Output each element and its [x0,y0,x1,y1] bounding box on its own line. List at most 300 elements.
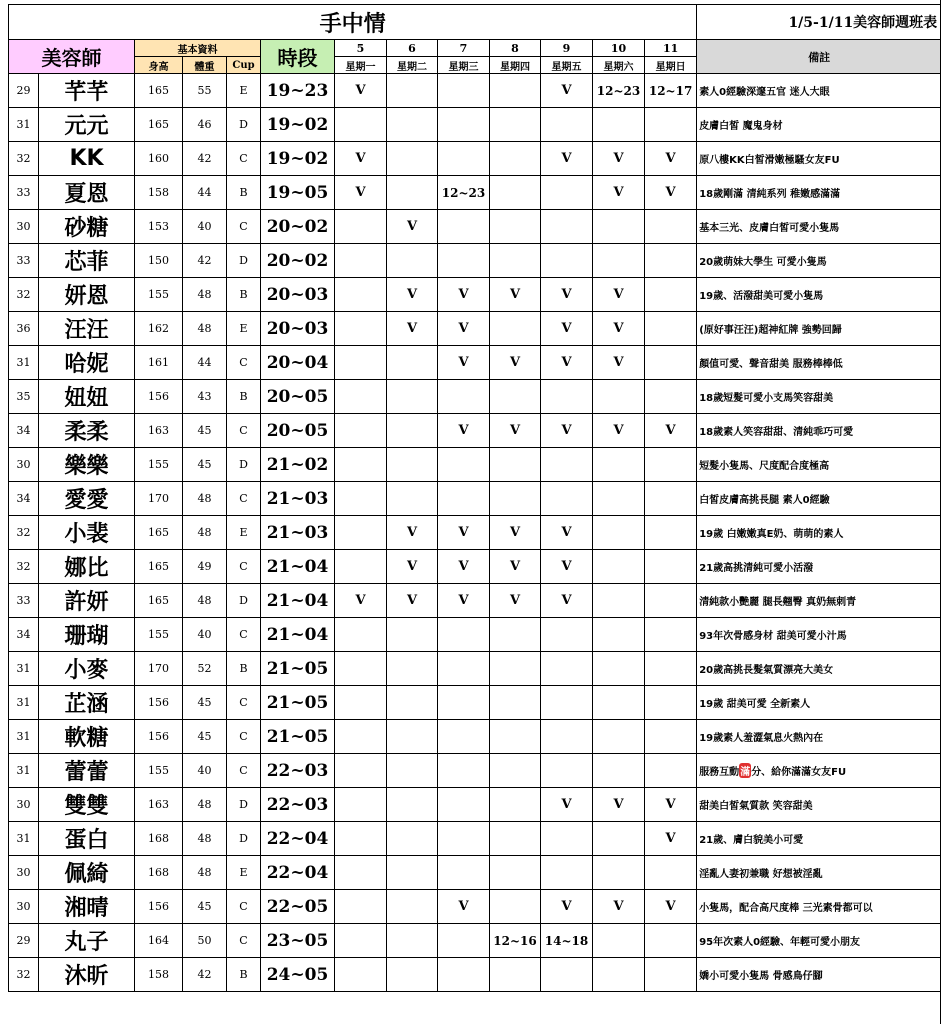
day-cell [490,754,541,788]
age-cell: 35 [9,380,39,414]
height-cell: 156 [135,890,183,924]
height-cell: 155 [135,448,183,482]
time-slot-cell: 21~05 [261,720,335,754]
day-cell: 12~23 [593,74,645,108]
cup-cell: B [227,380,261,414]
cup-cell: B [227,958,261,992]
weight-cell: 52 [183,652,227,686]
cup-cell: E [227,74,261,108]
day-cell [541,720,593,754]
note-cell: 18歲短髮可愛小支馬笑容甜美 [697,380,941,414]
day-cell [645,550,697,584]
day-cell [645,924,697,958]
table-row [9,346,941,380]
day-cell: V [541,312,593,346]
time-slot-cell: 19~02 [261,108,335,142]
day-cell [645,584,697,618]
time-slot-cell: 20~02 [261,210,335,244]
weight-cell: 40 [183,754,227,788]
header-height: 身高 [135,57,183,74]
table-row [9,244,941,278]
table-row [9,856,941,890]
age-cell: 33 [9,244,39,278]
time-slot-cell: 19~23 [261,74,335,108]
cup-cell: C [227,346,261,380]
day-cell [645,652,697,686]
day-cell [335,278,387,312]
day-cell [541,958,593,992]
day-cell [645,720,697,754]
note-cell: 19歲 白嫩嫩真E奶、萌萌的素人 [697,516,941,550]
note-cell: 19歲、活潑甜美可愛小隻馬 [697,278,941,312]
day-cell: 12~17 [645,74,697,108]
note-cell: 20歲高挑長髮氣質漂亮大美女 [697,652,941,686]
day-cell [438,380,490,414]
header-weekday: 星期五 [541,57,593,74]
day-cell [335,210,387,244]
day-cell: V [387,278,438,312]
day-cell [645,210,697,244]
weight-cell: 45 [183,890,227,924]
day-cell: V [335,74,387,108]
day-cell [645,278,697,312]
note-cell: 清純款小艷麗 腿長翹臀 真奶無刺青 [697,584,941,618]
beautician-name: 丸子 [39,924,135,958]
table-row [9,924,941,958]
day-cell [387,414,438,448]
note-cell: 顏值可愛、聲音甜美 服務棒棒低 [697,346,941,380]
beautician-name: 愛愛 [39,482,135,516]
day-cell [645,380,697,414]
day-cell [593,720,645,754]
time-slot-cell: 21~03 [261,516,335,550]
header-notes: 備註 [697,40,941,74]
day-cell [387,686,438,720]
header-slot: 時段 [261,40,335,74]
height-cell: 162 [135,312,183,346]
day-cell: V [593,278,645,312]
table-row [9,74,941,108]
day-cell [593,924,645,958]
note-cell: 93年次骨感身材 甜美可愛小汁馬 [697,618,941,652]
day-cell [335,108,387,142]
note-badge: 滿 [739,763,751,778]
day-cell [438,822,490,856]
day-cell: V [541,584,593,618]
beautician-name: 妍恩 [39,278,135,312]
beautician-name: 娜比 [39,550,135,584]
time-slot-cell: 22~03 [261,788,335,822]
day-cell [438,754,490,788]
day-cell [645,754,697,788]
day-cell: V [438,584,490,618]
time-slot-cell: 20~02 [261,244,335,278]
day-cell [335,346,387,380]
note-cell: (原好事汪汪)超神紅牌 強勢回歸 [697,312,941,346]
day-cell [645,686,697,720]
time-slot-cell: 20~03 [261,312,335,346]
day-cell: V [335,584,387,618]
day-cell [645,448,697,482]
age-cell: 32 [9,958,39,992]
height-cell: 155 [135,618,183,652]
day-cell [645,108,697,142]
day-cell [541,652,593,686]
day-cell [541,618,593,652]
day-cell [593,754,645,788]
age-cell: 31 [9,720,39,754]
cup-cell: C [227,482,261,516]
day-cell [387,720,438,754]
day-cell: V [438,516,490,550]
day-cell [490,448,541,482]
height-cell: 156 [135,720,183,754]
weight-cell: 49 [183,550,227,584]
day-cell [335,720,387,754]
time-slot-cell: 19~05 [261,176,335,210]
day-cell [335,754,387,788]
age-cell: 30 [9,890,39,924]
note-cell: 白皙皮膚高挑長腿 素人0經驗 [697,482,941,516]
cup-cell: D [227,788,261,822]
day-cell [387,448,438,482]
cup-cell: B [227,278,261,312]
beautician-name: 佩綺 [39,856,135,890]
day-cell [335,958,387,992]
weight-cell: 43 [183,380,227,414]
table-row [9,788,941,822]
day-cell [335,924,387,958]
beautician-name: 樂樂 [39,448,135,482]
beautician-name: 珊瑚 [39,618,135,652]
day-cell [438,448,490,482]
day-cell [541,448,593,482]
beautician-name: 蛋白 [39,822,135,856]
cup-cell: B [227,652,261,686]
header-weekday: 星期四 [490,57,541,74]
time-slot-cell: 22~05 [261,890,335,924]
height-cell: 153 [135,210,183,244]
day-cell [438,652,490,686]
day-cell [645,244,697,278]
day-cell: V [438,890,490,924]
day-cell [593,958,645,992]
day-cell [490,720,541,754]
header-day-date: 7 [438,40,490,57]
day-cell: V [645,176,697,210]
header-day-date: 11 [645,40,697,57]
weight-cell: 48 [183,482,227,516]
age-cell: 30 [9,788,39,822]
height-cell: 156 [135,686,183,720]
height-cell: 163 [135,788,183,822]
header-name: 美容師 [9,40,135,74]
weight-cell: 44 [183,176,227,210]
time-slot-cell: 20~05 [261,414,335,448]
day-cell [541,176,593,210]
day-cell [541,754,593,788]
height-cell: 155 [135,754,183,788]
day-cell [490,244,541,278]
height-cell: 150 [135,244,183,278]
day-cell [593,244,645,278]
height-cell: 168 [135,822,183,856]
day-cell: V [541,346,593,380]
day-cell [490,856,541,890]
time-slot-cell: 21~05 [261,652,335,686]
day-cell [490,822,541,856]
day-cell: V [593,414,645,448]
age-cell: 29 [9,924,39,958]
day-cell: V [335,142,387,176]
day-cell: V [541,414,593,448]
day-cell: V [490,550,541,584]
weight-cell: 48 [183,856,227,890]
time-slot-cell: 21~04 [261,550,335,584]
day-cell [438,924,490,958]
day-cell [490,108,541,142]
header-weekday: 星期日 [645,57,697,74]
note-cell: 20歲萌妹大學生 可愛小隻馬 [697,244,941,278]
day-cell [438,244,490,278]
beautician-name: 小麥 [39,652,135,686]
day-cell [387,822,438,856]
day-cell: V [387,584,438,618]
height-cell: 164 [135,924,183,958]
beautician-name: 雙雙 [39,788,135,822]
day-cell: V [438,346,490,380]
day-cell: V [593,346,645,380]
day-cell [335,312,387,346]
age-cell: 32 [9,550,39,584]
cup-cell: E [227,516,261,550]
cup-cell: B [227,176,261,210]
age-cell: 30 [9,448,39,482]
day-cell [490,482,541,516]
cup-cell: C [227,924,261,958]
day-cell [593,618,645,652]
beautician-name: 汪汪 [39,312,135,346]
note-cell: 原八樓KK白皙滑嫩極騷女友FU [697,142,941,176]
day-cell: 14~18 [541,924,593,958]
day-cell [645,482,697,516]
day-cell [490,686,541,720]
day-cell [490,652,541,686]
table-row [9,108,941,142]
day-cell [387,856,438,890]
day-cell [490,958,541,992]
day-cell [335,890,387,924]
day-cell [490,380,541,414]
day-cell [490,74,541,108]
age-cell: 31 [9,652,39,686]
table-row [9,516,941,550]
day-cell [335,448,387,482]
age-cell: 31 [9,346,39,380]
height-cell: 163 [135,414,183,448]
table-row [9,652,941,686]
day-cell: 12~23 [438,176,490,210]
table-row [9,584,941,618]
beautician-name: 芷涵 [39,686,135,720]
note-text: 服務互動 [699,767,740,778]
note-cell [697,754,941,788]
day-cell [593,482,645,516]
day-cell: V [490,584,541,618]
weight-cell: 46 [183,108,227,142]
day-cell: V [593,142,645,176]
day-cell: V [387,312,438,346]
day-cell [387,108,438,142]
day-cell [438,74,490,108]
day-cell: V [387,210,438,244]
day-cell [593,380,645,414]
table-row [9,176,941,210]
day-cell [541,822,593,856]
age-cell: 32 [9,516,39,550]
day-cell [387,618,438,652]
age-cell: 34 [9,482,39,516]
day-cell [387,142,438,176]
header-basic-info: 基本資料 [135,40,261,57]
day-cell [438,720,490,754]
header-day-date: 9 [541,40,593,57]
day-cell [335,686,387,720]
day-cell: V [335,176,387,210]
day-cell: V [438,550,490,584]
cup-cell: D [227,822,261,856]
day-cell: V [593,176,645,210]
note-cell: 18歲素人笑容甜甜、清純乖巧可愛 [697,414,941,448]
day-cell [645,312,697,346]
table-row [9,414,941,448]
schedule-table [8,4,941,992]
day-cell [593,550,645,584]
table-row [9,958,941,992]
day-cell [645,958,697,992]
note-text: 分、給你滿滿女友FU [751,767,847,778]
day-cell [335,788,387,822]
note-cell: 嬌小可愛小隻馬 骨感鳥仔腳 [697,958,941,992]
day-cell: V [541,74,593,108]
day-cell [541,856,593,890]
weight-cell: 40 [183,618,227,652]
height-cell: 160 [135,142,183,176]
day-cell [335,414,387,448]
beautician-name: 軟糖 [39,720,135,754]
day-cell [335,618,387,652]
day-cell [438,108,490,142]
day-cell: V [438,312,490,346]
day-cell [541,108,593,142]
beautician-name: 砂糖 [39,210,135,244]
weight-cell: 40 [183,210,227,244]
beautician-name: 夏恩 [39,176,135,210]
note-cell: 短髮小隻馬、尺度配合度極高 [697,448,941,482]
beautician-name: 妞妞 [39,380,135,414]
table-row [9,278,941,312]
day-cell [490,312,541,346]
day-cell [438,142,490,176]
note-cell: 19歲 甜美可愛 全新素人 [697,686,941,720]
date-range-title: 1/5-1/11美容師週班表 [697,5,941,40]
age-cell: 33 [9,584,39,618]
day-cell [541,244,593,278]
day-cell: 12~16 [490,924,541,958]
day-cell [387,890,438,924]
header-day-date: 8 [490,40,541,57]
table-row [9,210,941,244]
day-cell: V [387,550,438,584]
age-cell: 31 [9,754,39,788]
weight-cell: 48 [183,788,227,822]
table-row [9,142,941,176]
day-cell [438,210,490,244]
height-cell: 165 [135,516,183,550]
time-slot-cell: 19~02 [261,142,335,176]
day-cell [387,74,438,108]
weight-cell: 50 [183,924,227,958]
cup-cell: C [227,720,261,754]
day-cell [335,856,387,890]
note-cell: 95年次素人0經驗、年輕可愛小朋友 [697,924,941,958]
cup-cell: D [227,244,261,278]
header-weekday: 星期一 [335,57,387,74]
table-row [9,720,941,754]
note-cell: 21歲高挑清純可愛小活潑 [697,550,941,584]
weight-cell: 44 [183,346,227,380]
weight-cell: 48 [183,584,227,618]
day-cell [490,618,541,652]
cup-cell: C [227,618,261,652]
day-cell [541,686,593,720]
cup-cell: C [227,890,261,924]
height-cell: 168 [135,856,183,890]
note-cell: 淫亂人妻初兼職 好想被淫亂 [697,856,941,890]
day-cell [490,142,541,176]
day-cell [387,346,438,380]
time-slot-cell: 21~03 [261,482,335,516]
weight-cell: 48 [183,822,227,856]
day-cell [335,550,387,584]
day-cell [593,210,645,244]
day-cell [541,380,593,414]
header-weight: 體重 [183,57,227,74]
day-cell [438,856,490,890]
note-cell: 基本三光、皮膚白皙可愛小隻馬 [697,210,941,244]
table-row [9,380,941,414]
note-cell: 19歲素人羞澀氣息火熱內在 [697,720,941,754]
cup-cell: E [227,312,261,346]
day-cell [438,788,490,822]
cup-cell: D [227,108,261,142]
table-row [9,754,941,788]
note-cell: 小隻馬，配合高尺度棒 三光素骨都可以 [697,890,941,924]
time-slot-cell: 21~02 [261,448,335,482]
day-cell [593,856,645,890]
cup-cell: C [227,210,261,244]
day-cell [541,482,593,516]
header-weekday: 星期六 [593,57,645,74]
day-cell [387,244,438,278]
day-cell: V [438,414,490,448]
table-row [9,822,941,856]
age-cell: 33 [9,176,39,210]
day-cell [490,788,541,822]
table-row [9,482,941,516]
weight-cell: 45 [183,720,227,754]
age-cell: 30 [9,856,39,890]
